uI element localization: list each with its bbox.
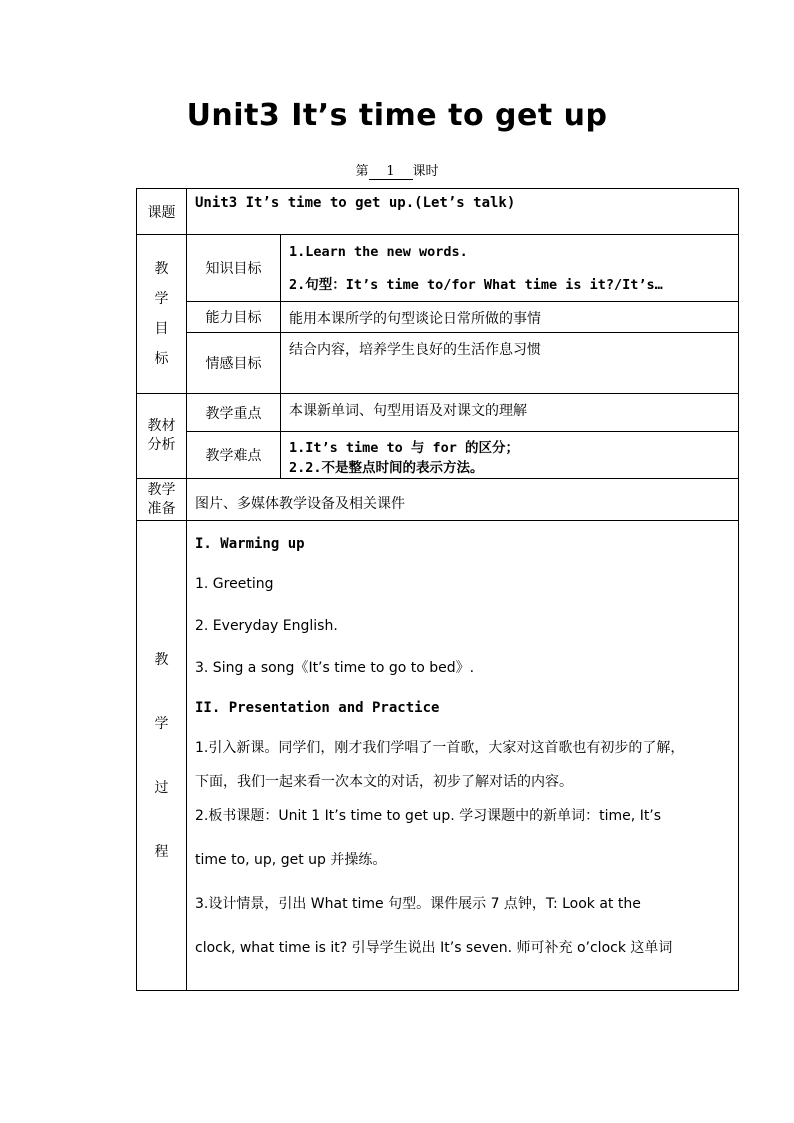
preparation-value: 图片、多媒体教学设备及相关课件 <box>187 479 739 521</box>
knowledge-label: 知识目标 <box>187 235 281 302</box>
lesson-prefix: 第 <box>355 164 369 179</box>
goals-label: 教 学 目 标 <box>137 235 187 394</box>
ability-value: 能用本课所学的句型谈论日常所做的事情 <box>281 302 739 333</box>
topic-row <box>137 189 739 235</box>
warming-up-heading: I. Warming up <box>195 536 305 552</box>
presentation-heading: II. Presentation and Practice <box>195 700 440 716</box>
emotion-row <box>137 333 739 394</box>
lesson-plan-table <box>136 188 739 991</box>
step-sing-song: 3. Sing a song《It’s time to go to bed》. <box>195 660 475 676</box>
ability-label: 能力目标 <box>187 302 281 333</box>
lesson-number: 1 <box>369 165 413 180</box>
process-row <box>137 521 739 991</box>
topic-label: 课题 <box>137 189 187 235</box>
ability-row <box>137 302 739 333</box>
paragraph-2-line-2: time to, up, get up 并操练。 <box>195 852 387 868</box>
paragraph-1-line-2: 下面，我们一起来看一次本文的对话，初步了解对话的内容。 <box>195 774 573 790</box>
analysis-label: 教材 分析 <box>137 394 187 479</box>
lesson-number-line <box>0 160 794 180</box>
process-label: 教 学 过 程 <box>137 521 187 991</box>
process-content <box>187 521 739 991</box>
knowledge-value: 1.Learn the new words. 2.句型：It’s time to/for What time is it?/It’s… <box>281 235 739 302</box>
paragraph-3-line-1: 3.设计情景，引出 What time 句型。课件展示 7 点钟，T: Look at the <box>195 896 641 912</box>
preparation-row <box>137 479 739 521</box>
emotion-value: 结合内容，培养学生良好的生活作息习惯 <box>281 333 739 394</box>
paragraph-3-line-2: clock, what time is it? 引导学生说出 It’s seven. 师可补充 o’clock 这单词 <box>195 940 673 956</box>
difficulty-value: 1.It’s time to 与 for 的区分； 2.2.不是整点时间的表示方法。 <box>281 432 739 479</box>
key-point-value: 本课新单词、句型用语及对课文的理解 <box>281 394 739 432</box>
lesson-suffix: 课时 <box>412 164 439 179</box>
step-greeting: 1. Greeting <box>195 576 274 592</box>
emotion-label: 情感目标 <box>187 333 281 394</box>
key-point-label: 教学重点 <box>187 394 281 432</box>
step-everyday-english: 2. Everyday English. <box>195 618 338 634</box>
paragraph-1-line-1: 1.引入新课。同学们，刚才我们学唱了一首歌，大家对这首歌也有初步的了解， <box>195 740 685 756</box>
knowledge-row <box>137 235 739 302</box>
difficulty-row <box>137 432 739 479</box>
key-point-row <box>137 394 739 432</box>
difficulty-label: 教学难点 <box>187 432 281 479</box>
topic-value: Unit3 It’s time to get up.(Let’s talk) <box>187 189 739 235</box>
paragraph-2-line-1: 2.板书课题：Unit 1 It’s time to get up. 学习课题中的新单词：time, It’s <box>195 808 662 824</box>
document-title: Unit3 It’s time to get up <box>186 98 608 133</box>
preparation-label: 教学 准备 <box>137 479 187 521</box>
